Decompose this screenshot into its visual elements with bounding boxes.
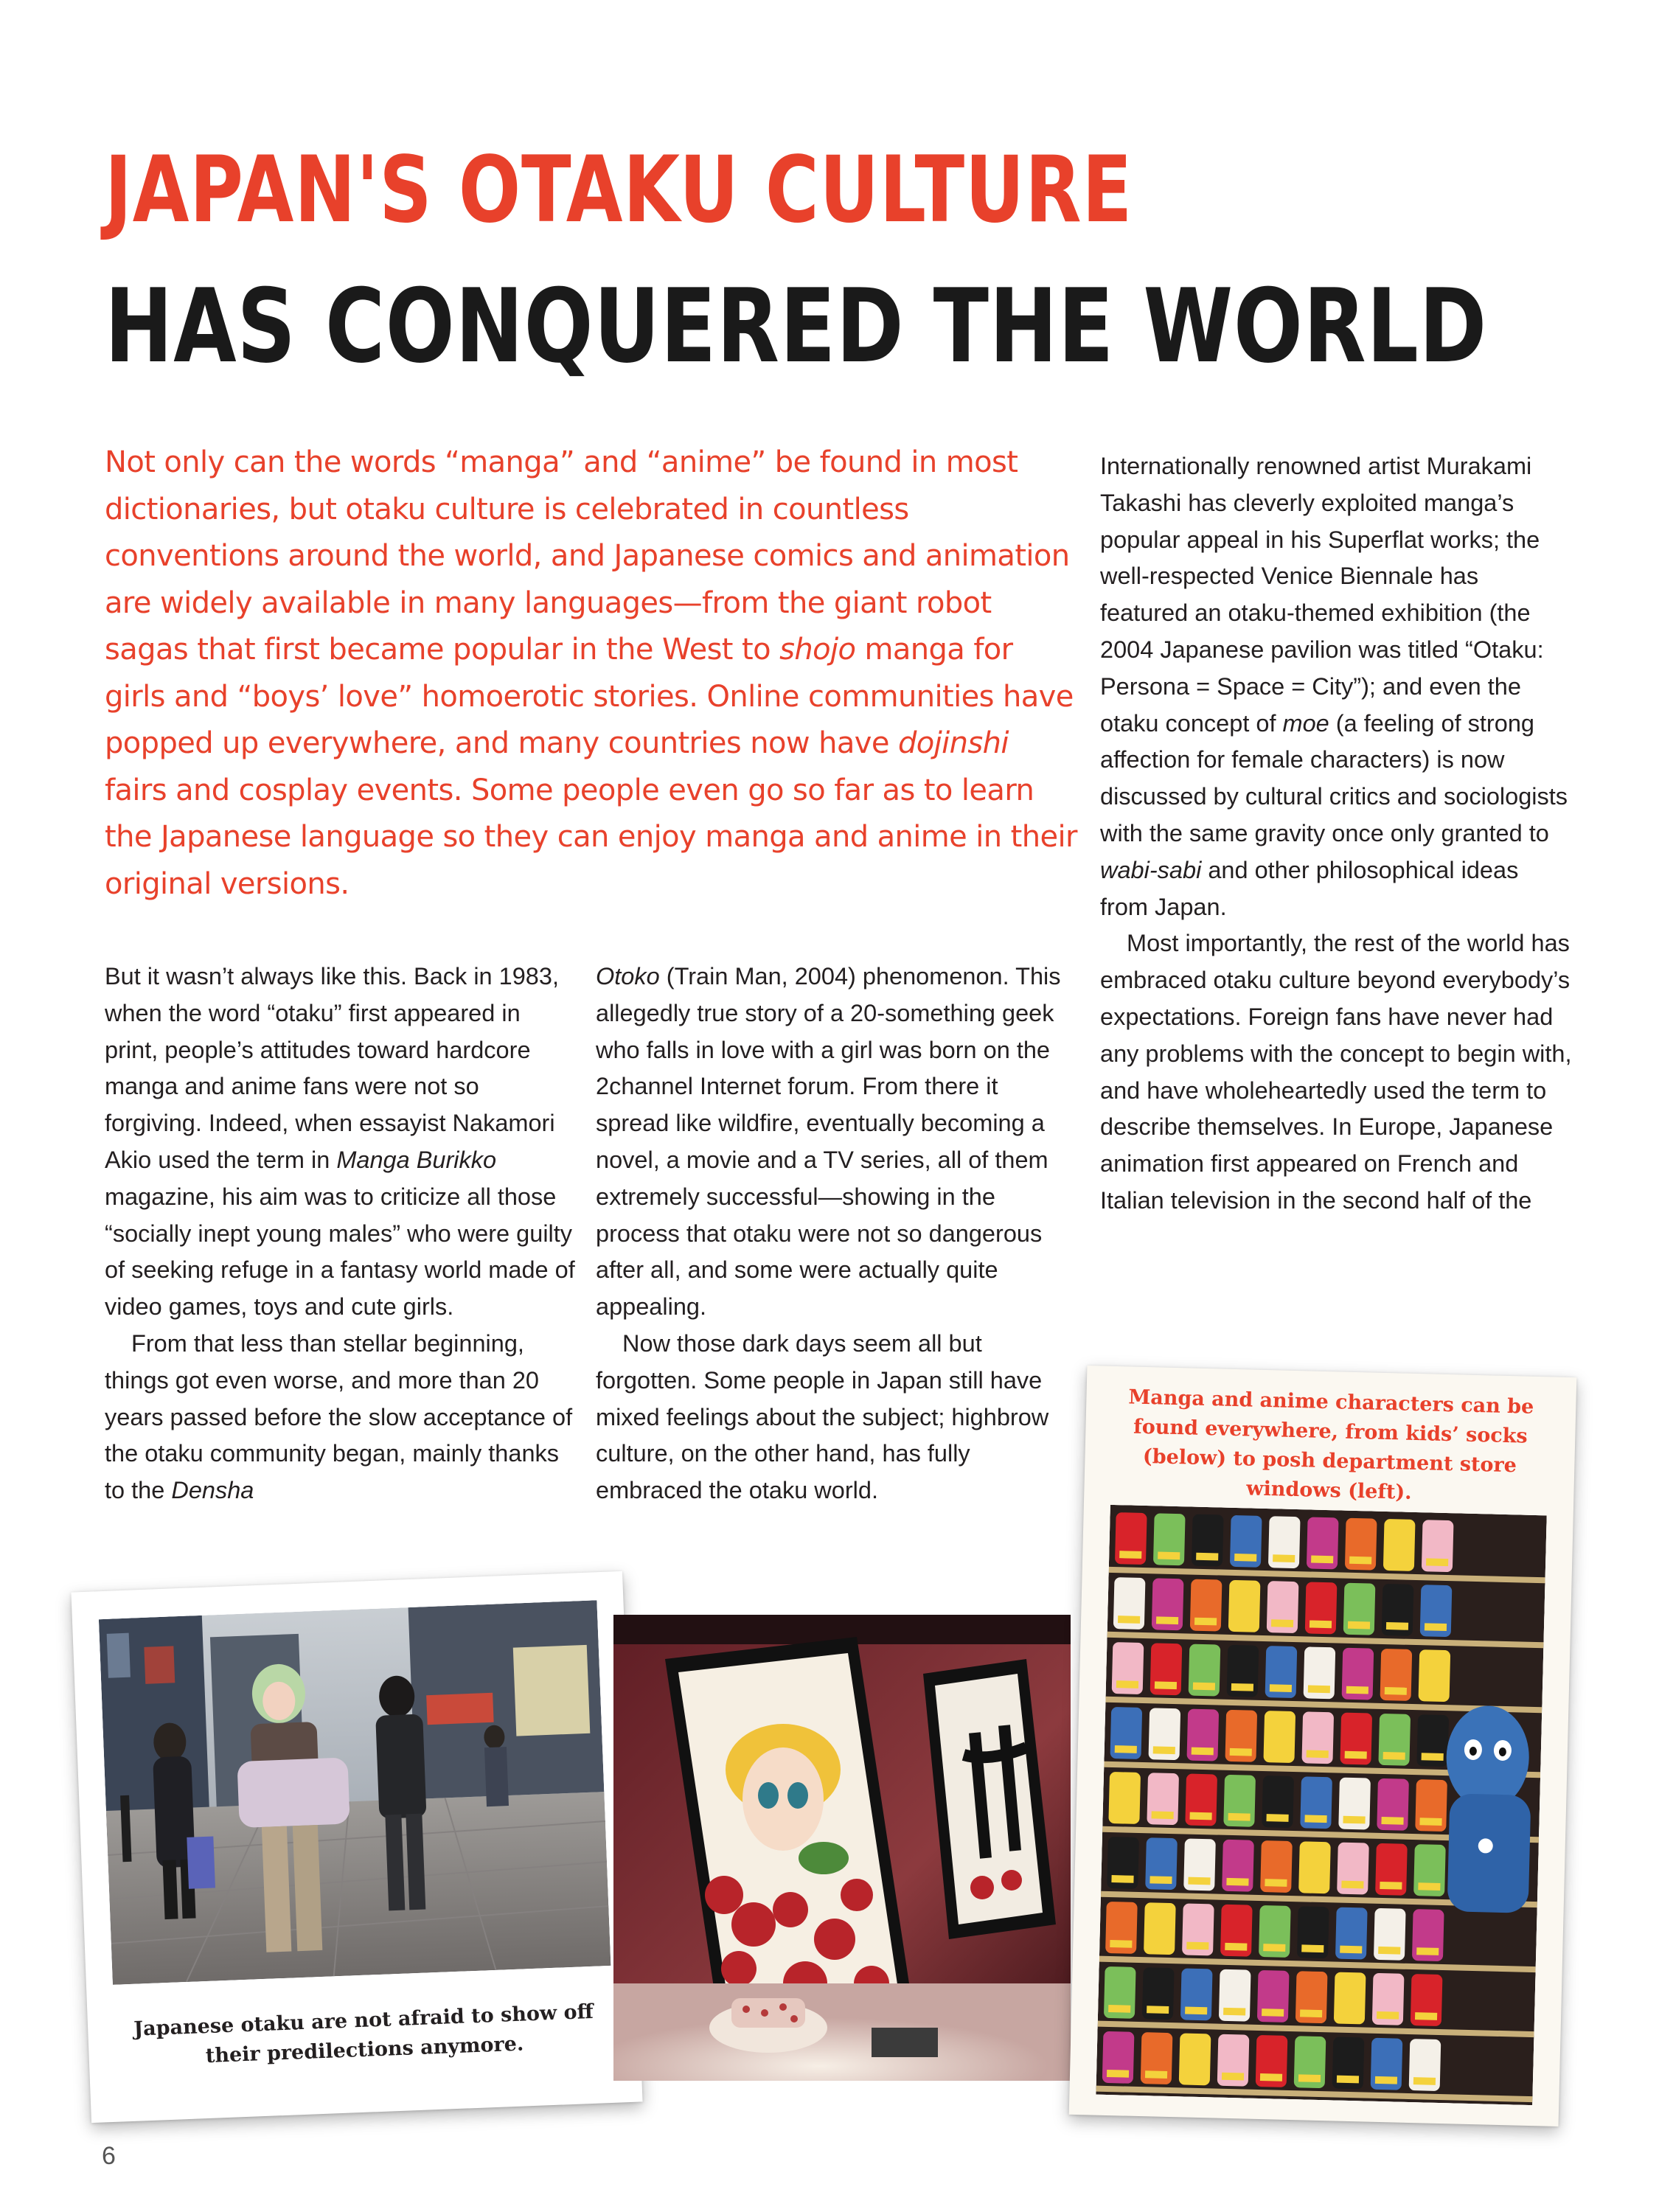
col3-paragraph-1 [1100, 448, 1572, 925]
col1-p1-text-a: But it wasn’t always like this. Back in 1983, when the word “otaku” first appeared in print, people’s attitudes toward hardcore manga and anime fans were not so forgiving. Indeed, when essayist Nakamori Akio used the term in [105, 963, 559, 1173]
photo-frame-street [71, 1571, 642, 2123]
store-window-photo-image [613, 1615, 1071, 2081]
store-window-photo [613, 1615, 1071, 2081]
socks-photo [1096, 1505, 1546, 2105]
socks-photo-caption: Manga and anime characters can be found everywhere, from kids’ socks (below) to posh department store windows (left). [1128, 1385, 1534, 1504]
intro-term-dojinshi: dojinshi [897, 726, 1009, 760]
col3-p1-term-wabi-sabi: wabi-sabi [1100, 856, 1202, 883]
street-photo [99, 1600, 611, 1985]
col1-p1-magazine-title: Manga Burikko [336, 1146, 497, 1173]
intro-term-shojo: shojo [779, 633, 856, 667]
street-photo-caption: Japanese otaku are not afraid to show off their predilections anymore. [133, 2000, 594, 2068]
col1-p2-text-a: From that less than stellar beginning, things got even worse, and more than 20 years passed before the slow acceptance of the otaku community began, mainly thanks to the [105, 1329, 573, 1504]
col1-p1-text-b: magazine, his aim was to criticize all those “socially inept young males” who were guilty of seeking refuge in a fantasy world made of video games, toys and cute girls. [105, 1183, 575, 1321]
headline-line-1: JAPAN'S OTAKU CULTURE [105, 137, 1133, 243]
col2-paragraph-1 [596, 959, 1068, 1326]
col2-p1-title-otoko: Otoko [596, 963, 660, 990]
col3-p1-text-b: (a feeling of strong affection for female characters) is now discussed by cultural critics and sociologists with the same gravity once only granted to [1100, 709, 1568, 846]
col3-p1-text-c: and other philosophical ideas from Japan. [1100, 856, 1519, 920]
headline-line-2: HAS CONQUERED THE WORLD [105, 267, 1488, 386]
intro-paragraph [105, 439, 1078, 908]
intro-text-2: manga for girls and “boys’ love” homoerotic stories. Online communities have popped up everywhere, and many countries now have [105, 633, 1074, 760]
col2-paragraph-2: Now those dark days seem all but forgotten. Some people in Japan still have mixed feelings about the subject; highbrow culture, on the other hand, has fully embraced the otaku world. [596, 1329, 1049, 1504]
col3-paragraph-2: Most importantly, the rest of the world has embraced otaku culture beyond everybody’s expectations. Foreign fans have never had any problems with the concept to begin with, and have wholeheartedly used the term to describe themselves. In Europe, Japanese animation first appeared on French and Italian television in the second half of the [1100, 930, 1572, 1214]
col1-p2-title-densha: Densha [171, 1477, 254, 1504]
street-photo-image [99, 1600, 611, 1985]
page-number: 6 [102, 2142, 116, 2170]
photo-frame-socks [1069, 1366, 1577, 2126]
intro-text-1: Not only can the words “manga” and “anime” be found in most dictionaries, but otaku culture is celebrated in countless conventions around the world, and Japanese comics and animation are widely available in many languages—from the giant robot sagas that first became popular in the West to [105, 445, 1070, 667]
col2-p1-text: (Train Man, 2004) phenomenon. This allegedly true story of a 20-something geek who falls in love with a girl was born on the 2channel Internet forum. From there it spread like wildfire, eventually becoming a novel, a movie and a TV series, all of them extremely successful—showing in the process that otaku were not so dangerous after all, and some were actually quite appealing. [596, 963, 1061, 1321]
col1-paragraph-1 [105, 959, 577, 1326]
intro-text-3: fairs and cosplay events. Some people even go so far as to learn the Japanese language so they can enjoy manga and anime in their original versions. [105, 773, 1077, 901]
socks-photo-image [1096, 1505, 1546, 2105]
col1-paragraph-2 [105, 1326, 577, 1509]
col3-p1-text-a: Internationally renowned artist Murakami Takashi has cleverly exploited manga’s popular appeal in his Superflat works; the well-respected Venice Biennale has featured an otaku-themed exhibition (the 2004 Japanese pavilion was titled “Otaku: Persona = Space = City”); and even the otaku concept of [1100, 453, 1544, 737]
body-column-3 [1100, 448, 1572, 1220]
body-column-1 [105, 959, 577, 1509]
col3-p1-term-moe: moe [1282, 709, 1329, 737]
body-column-2 [596, 959, 1068, 1509]
